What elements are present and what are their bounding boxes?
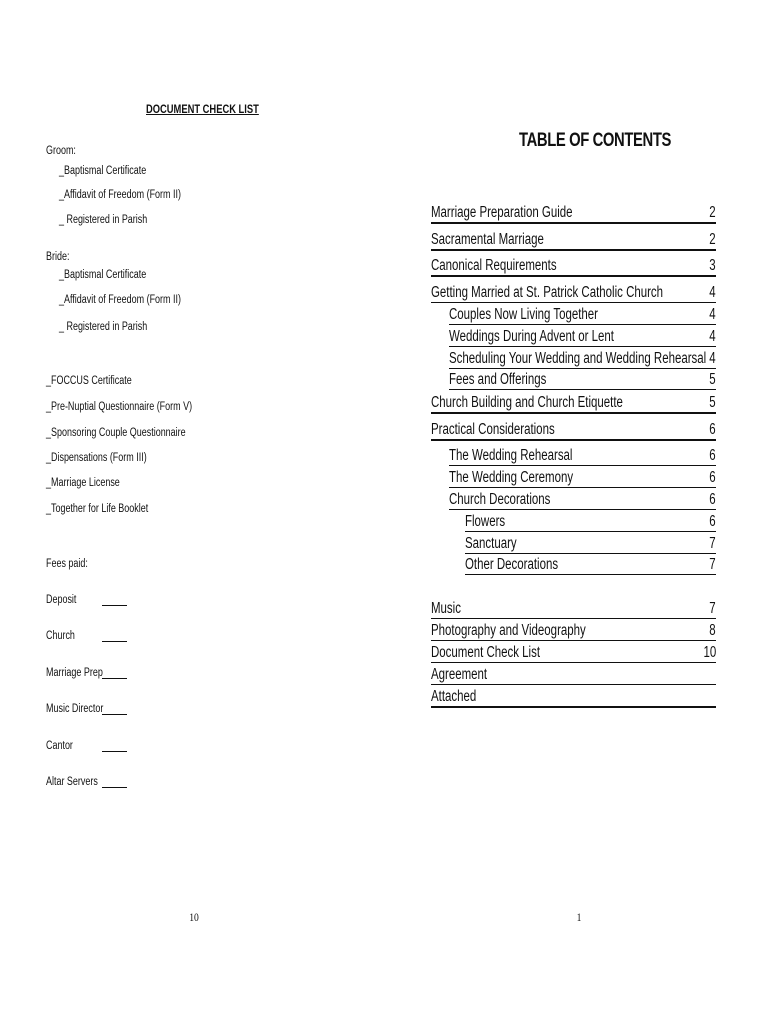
toc-entry-label: Practical Considerations [431,421,555,438]
toc-entry-page: 8 [709,622,716,639]
toc-entry-label: Music [431,600,461,617]
toc-entry-label: Couples Now Living Together [449,306,598,323]
fee-row-music-director [46,703,166,719]
toc-entry [465,534,716,554]
toc-entry [431,621,716,641]
toc-entry-label: Sanctuary [465,535,517,552]
fee-blank [102,641,127,642]
toc-entry-label: The Wedding Ceremony [449,469,574,486]
toc-entry-label: Photography and Videography [431,622,586,639]
toc-entry-label: Church Building and Church Etiquette [431,394,623,411]
fee-row-church [46,630,166,646]
toc-entry-page: 6 [709,513,716,530]
common-item-sponsoring: _Sponsoring Couple Questionnaire [46,427,186,439]
fee-blank [102,787,127,788]
toc-entry-label: Getting Married at St. Patrick Catholic Church [431,284,664,301]
toc-entry [465,555,716,575]
toc-entry-label: Flowers [465,513,506,530]
toc-entry [431,599,716,619]
fee-blank [102,714,127,715]
toc-entry-page: 7 [709,556,716,573]
fees-label: Fees paid: [46,558,88,570]
toc-entry-label: Scheduling Your Wedding and Wedding Rehearsal [449,350,707,367]
right-page-number: 1 [576,910,582,924]
common-item-foccus: _FOCCUS Certificate [46,375,132,387]
toc-entry [431,256,716,277]
common-item-prenuptial: _Pre-Nuptial Questionnaire (Form V) [46,401,193,413]
toc-entry [431,203,716,224]
toc-entry-label: Fees and Offerings [449,371,547,388]
toc-entry-page: 6 [709,469,716,486]
toc-entry-label: Marriage Preparation Guide [431,204,573,221]
toc-entry-label: Other Decorations [465,556,559,573]
toc-entry-label: Agreement [431,666,488,683]
toc-entry-page: 4 [709,306,716,323]
fee-label: Marriage Prep [46,667,103,679]
groom-label: Groom: [46,145,76,157]
bride-item-affidavit: _Affidavit of Freedom (Form II) [59,294,181,306]
toc-entry [431,283,716,303]
fee-row-cantor [46,740,166,756]
toc-entry-page: 3 [709,257,716,274]
groom-item-baptismal: _Baptismal Certificate [59,165,147,177]
toc-title: TABLE OF CONTENTS [519,130,671,151]
toc-entry [449,327,716,347]
toc-entry-page: 7 [709,600,716,617]
groom-item-registered: _ Registered in Parish [59,214,148,226]
toc-entry [449,446,716,466]
fee-row-marriage-prep [46,667,166,683]
toc-entry-page: 7 [709,535,716,552]
fee-label: Cantor [46,740,73,752]
toc-entry [431,665,716,685]
fee-blank [102,605,127,606]
toc-entry-label: Weddings During Advent or Lent [449,328,614,345]
toc-entry-page: 5 [709,371,716,388]
toc-entry [431,687,716,708]
toc-entry [449,490,716,510]
fee-blank [102,678,127,679]
toc-entry-label: Attached [431,688,477,705]
fee-blank [102,751,127,752]
groom-item-affidavit: _Affidavit of Freedom (Form II) [59,189,181,201]
toc-entry [449,349,716,369]
bride-label: Bride: [46,251,70,263]
fee-row-deposit [46,594,166,610]
toc-entry-page: 6 [709,491,716,508]
toc-entry-page: 2 [709,204,716,221]
fee-label: Music Director [46,703,104,715]
toc-entry-page: 4 [709,328,716,345]
left-page-number: 10 [189,910,199,924]
toc-entry-label: The Wedding Rehearsal [449,447,573,464]
toc-entry [449,305,716,325]
fee-label: Altar Servers [46,776,98,788]
toc-entry [449,468,716,488]
toc-entry [431,230,716,251]
toc-entry [449,370,716,390]
toc-entry-page: 10 [703,644,716,661]
toc-entry-page: 6 [709,421,716,438]
checklist-title: DOCUMENT CHECK LIST [146,102,259,116]
toc-entry [431,420,716,441]
toc-entry-page: 5 [709,394,716,411]
fee-row-altar-servers [46,776,166,792]
toc-entry [431,643,716,663]
toc-entry [431,393,716,414]
bride-item-baptismal: _Baptismal Certificate [59,269,147,281]
fee-label: Church [46,630,75,642]
toc-entry [465,512,716,532]
toc-entry-page: 6 [709,447,716,464]
toc-entry-label: Sacramental Marriage [431,231,544,248]
toc-entry-page: 4 [709,350,716,367]
toc-entry-label: Canonical Requirements [431,257,557,274]
common-item-booklet: _Together for Life Booklet [46,503,149,515]
common-item-license: _Marriage License [46,477,120,489]
toc-entry-page: 4 [709,284,716,301]
common-item-dispensations: _Dispensations (Form III) [46,452,147,464]
toc-entry-page: 2 [709,231,716,248]
fee-label: Deposit [46,594,77,606]
toc-entry-label: Church Decorations [449,491,551,508]
toc-entry-label: Document Check List [431,644,541,661]
bride-item-registered: _ Registered in Parish [59,321,148,333]
